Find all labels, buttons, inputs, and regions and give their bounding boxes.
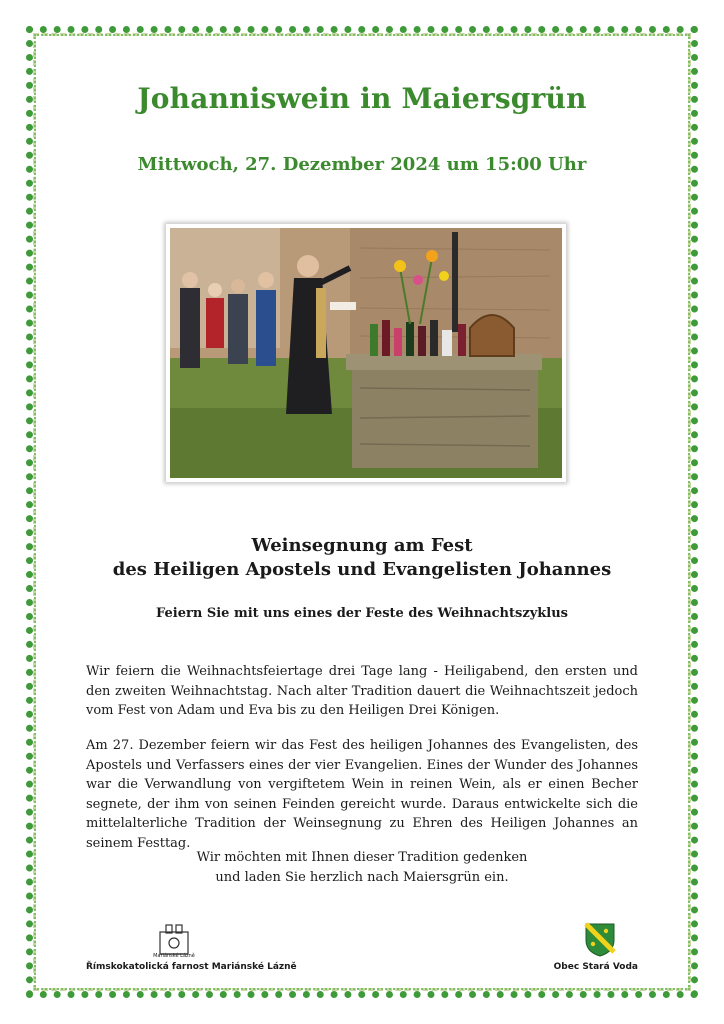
event-date: Mittwoch, 27. Dezember 2024 um 15:00 Uhr — [137, 154, 587, 175]
heading-line-2: des Heiligen Apostels und Evangelisten Johannes — [112, 559, 612, 580]
paragraph-tradition: Am 27. Dezember feiern wir das Fest des heiligen Johannes des Evangelisten, des Apostels und Verfassers eines der vier Evangelien. Eines der Wunder des Johannes war die Verwandlung von vergiftetem Wein in reinen Wein, als er einen Becher segnete, der ihm von seinen Feinden gereicht wurde. Daraus entwickelte sich die mittelalterliche Tradition der Weinsegnung zu Ehren des Heiligen Johannes an seinem Festtag. — [86, 738, 638, 851]
closing-line-1: Wir möchten mit Ihnen dieser Tradition gedenken — [196, 850, 528, 865]
invite-line: Feiern Sie mit uns eines der Feste des Weihnachtszyklus — [156, 606, 568, 621]
municipality-name: Obec Stará Voda — [553, 962, 638, 972]
section-heading — [0, 534, 724, 582]
municipality-crest-icon — [584, 922, 616, 958]
heading-line-1: Weinsegnung am Fest — [251, 535, 473, 556]
parish-name: Římskokatolická farnost Mariánské Lázně — [86, 962, 297, 972]
page-title: Johanniswein in Maiersgrün — [137, 82, 587, 115]
closing-line-2: und laden Sie herzlich nach Maiersgrün ein. — [215, 870, 509, 885]
closing-text — [0, 848, 724, 888]
paragraph-intro: Wir feiern die Weihnachtsfeiertage drei Tage lang - Heiligabend, den ersten und den zweiten Weihnachtstag. Nach alter Tradition dauert die Weihnachtszeit jedoch vom Fest von Adam und Eva bis zu den Heiligen Drei Königen. — [86, 664, 638, 718]
wine-blessing-photo — [166, 224, 566, 482]
parish-logo-caption: Mariánské Lázně — [153, 953, 195, 959]
